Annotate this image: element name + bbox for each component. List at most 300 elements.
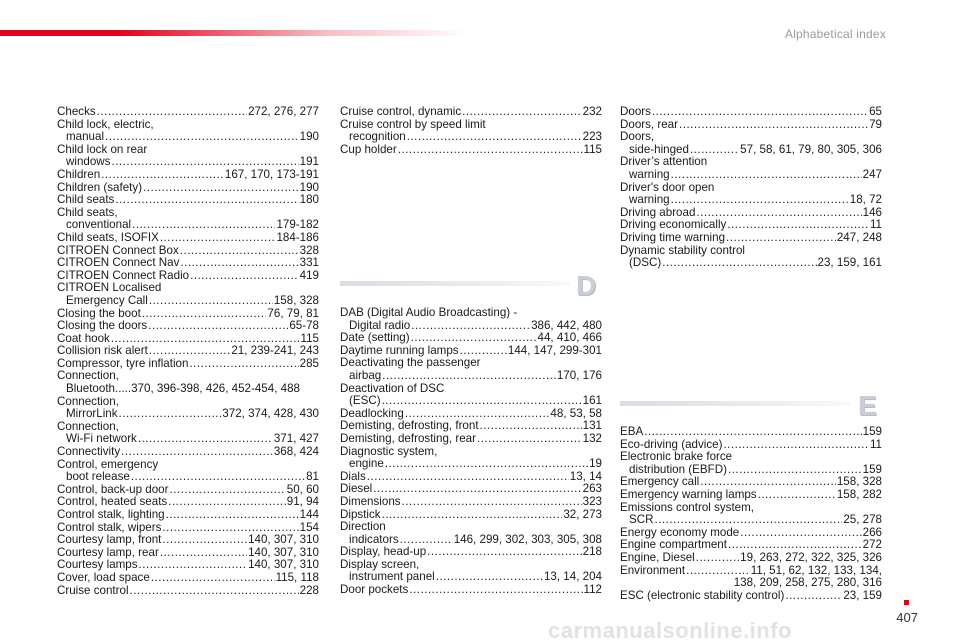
entry-term: Emergency warning lamps xyxy=(620,488,757,501)
leader-dots xyxy=(373,483,581,496)
index-entry xyxy=(340,584,602,597)
index-entry xyxy=(340,458,602,471)
entry-term: manual xyxy=(66,131,105,144)
entry-term: Doors xyxy=(620,106,651,118)
entry-term: Date (setting) xyxy=(340,332,410,345)
leader-dots xyxy=(462,106,582,119)
leader-dots xyxy=(160,232,276,245)
entry-term: Dipstick xyxy=(340,508,381,521)
entry-term: Checks xyxy=(57,106,96,118)
leader-dots xyxy=(690,144,739,157)
watermark: carmanualsonline.info xyxy=(548,618,792,643)
index-column-3-d xyxy=(620,106,882,270)
leader-dots xyxy=(700,476,836,489)
entry-term: windows xyxy=(66,156,111,169)
entry-term: instrument panel xyxy=(349,571,435,584)
entry-pages: 19 xyxy=(589,458,602,471)
index-entry xyxy=(340,509,602,522)
index-entry xyxy=(620,169,882,182)
index-entry: Emissions control system, xyxy=(620,501,755,514)
entry-pages: 23, 159 xyxy=(843,589,882,602)
entry-term: ESC (electronic stability control) xyxy=(620,589,785,602)
index-entry xyxy=(620,489,882,502)
leader-dots xyxy=(119,408,222,421)
index-entry xyxy=(340,106,602,119)
entry-term: Demisting, defrosting, front xyxy=(340,420,479,433)
entry-pages: 228 xyxy=(299,584,319,597)
entry-pages: 19, 263, 272, 322, 325, 326 xyxy=(740,551,882,564)
entry-term: Control, heated seats xyxy=(57,496,168,509)
entry-term: CITROËN Connect Nav xyxy=(57,257,180,270)
section-letter: E xyxy=(858,390,877,421)
entry-term: Control, back-up door xyxy=(57,483,169,496)
index-entry: Driver’s attention xyxy=(620,156,708,169)
entry-term: EBA xyxy=(620,426,644,438)
leader-dots xyxy=(679,119,868,132)
index-entry: Deactivating the passenger xyxy=(340,357,481,370)
leader-dots xyxy=(402,496,582,509)
index-entry xyxy=(57,232,319,245)
entry-term: Environment xyxy=(620,564,686,577)
entry-pages: 65 xyxy=(869,106,882,118)
index-entry: Control, emergency xyxy=(57,458,159,471)
entry-pages: 386, 442, 480 xyxy=(531,319,602,332)
section-divider-e xyxy=(620,390,884,421)
index-entry xyxy=(340,320,602,333)
index-entry xyxy=(620,527,882,540)
leader-dots xyxy=(671,169,862,182)
leader-dots xyxy=(728,464,862,477)
entry-pages: 190 xyxy=(299,131,319,144)
entry-pages: 65-78 xyxy=(289,320,319,333)
leader-dots xyxy=(131,471,305,484)
index-entry xyxy=(57,308,319,321)
entry-term: Courtesy lamp, rear xyxy=(57,546,159,559)
section-rule xyxy=(620,401,850,406)
leader-dots xyxy=(162,534,247,547)
index-entry: Connection, xyxy=(57,370,119,383)
index-entry xyxy=(57,433,319,446)
entry-pages: 50, 60 xyxy=(286,483,319,496)
index-entry xyxy=(340,433,602,446)
leader-dots xyxy=(477,433,582,446)
leader-dots xyxy=(728,539,862,552)
index-entry: Deactivation of DSC xyxy=(340,382,445,395)
leader-dots xyxy=(170,484,286,497)
index-entry: DAB (Digital Audio Broadcasting) - xyxy=(340,307,518,319)
entry-term: Closing the doors xyxy=(57,320,148,333)
entry-pages: 140, 307, 310 xyxy=(248,546,319,559)
index-entry xyxy=(340,131,602,144)
entry-pages: 79 xyxy=(869,118,882,131)
entry-pages: 115 xyxy=(583,143,602,156)
leader-dots xyxy=(111,333,300,346)
index-entry xyxy=(340,534,602,547)
leader-dots xyxy=(190,270,299,283)
entry-pages: 263 xyxy=(582,483,602,496)
index-entry xyxy=(620,552,882,565)
entry-pages: 272 xyxy=(862,539,882,552)
entry-term: conventional xyxy=(66,219,132,232)
entry-pages: 11 xyxy=(869,219,882,232)
entry-term: Cruise control, dynamic xyxy=(340,106,462,118)
leader-dots xyxy=(130,585,299,598)
index-entry: Diagnostic system, xyxy=(340,445,438,458)
index-entry xyxy=(620,144,882,157)
leader-dots xyxy=(480,420,582,433)
leader-dots xyxy=(758,489,836,502)
entry-term: airbag xyxy=(349,369,382,382)
entry-term: CITROËN Connect Radio xyxy=(57,269,190,282)
index-entry xyxy=(57,169,319,182)
entry-term: Courtesy lamp, front xyxy=(57,534,162,547)
index-entry xyxy=(57,446,319,459)
leader-dots xyxy=(148,320,288,333)
entry-term: Child seats xyxy=(57,194,115,207)
entry-pages: 158, 328 xyxy=(836,476,882,489)
leader-dots xyxy=(166,509,299,522)
section-rule xyxy=(340,281,570,286)
index-entry: Dynamic stability control xyxy=(620,244,745,257)
entry-term: Child seats, ISOFIX xyxy=(57,231,159,244)
entry-pages: 218 xyxy=(582,546,602,559)
entry-pages: 25, 278 xyxy=(843,514,882,527)
leader-dots xyxy=(115,194,298,207)
index-entry: Child seats, xyxy=(57,206,118,219)
entry-pages: 161 xyxy=(582,395,602,408)
index-entry xyxy=(620,119,882,132)
index-entry xyxy=(620,539,882,552)
entry-pages: 331 xyxy=(299,257,319,270)
index-entry: Bluetooth.....370, 396-398, 426, 452-454, 488 xyxy=(66,383,300,396)
entry-term: (DSC) xyxy=(629,257,662,270)
index-entry xyxy=(57,522,319,535)
entry-term: Emergency Call xyxy=(66,294,148,307)
entry-pages: 328 xyxy=(299,244,319,257)
entry-pages: 184-186 xyxy=(276,231,319,244)
leader-dots xyxy=(723,439,869,452)
entry-term: Engine compartment xyxy=(620,539,727,552)
entry-term: Dials xyxy=(340,470,366,483)
leader-dots xyxy=(367,471,569,484)
entry-pages: 180 xyxy=(299,194,319,207)
entry-pages: 140, 307, 310 xyxy=(248,534,319,547)
index-entry xyxy=(620,476,882,489)
leader-dots xyxy=(436,571,543,584)
index-entry: Connection, xyxy=(57,395,119,408)
leader-dots xyxy=(726,232,836,245)
entry-term: Deadlocking xyxy=(340,407,404,420)
index-entry xyxy=(57,194,319,207)
leader-dots xyxy=(382,395,582,408)
index-entry xyxy=(57,408,319,421)
index-entry xyxy=(57,559,319,572)
index-entry xyxy=(57,257,319,270)
leader-dots xyxy=(382,370,556,383)
entry-pages: 140, 307, 310 xyxy=(248,559,319,572)
entry-term: Energy economy mode xyxy=(620,526,740,539)
leader-dots xyxy=(696,207,861,220)
leader-dots xyxy=(409,584,582,597)
leader-dots xyxy=(662,257,816,270)
index-entry xyxy=(340,496,602,509)
leader-dots xyxy=(139,559,248,572)
index-entry xyxy=(620,464,882,477)
leader-dots xyxy=(149,295,273,308)
index-entry xyxy=(57,270,319,283)
entry-pages: 13, 14 xyxy=(569,470,602,483)
leader-dots xyxy=(149,345,230,358)
leader-dots xyxy=(382,509,563,522)
entry-pages: 144 xyxy=(299,509,319,521)
entry-term: warning xyxy=(629,168,670,181)
index-entry xyxy=(620,232,882,245)
entry-term: Courtesy lamps xyxy=(57,559,138,572)
entry-pages: 131 xyxy=(582,420,602,433)
leader-dots xyxy=(671,194,849,207)
index-entry xyxy=(340,483,602,496)
leader-dots xyxy=(411,332,537,345)
leader-dots xyxy=(398,144,583,157)
leader-dots xyxy=(686,565,750,578)
page-number: 407 xyxy=(896,610,918,625)
index-entry xyxy=(57,131,319,144)
leader-dots xyxy=(151,572,275,585)
entry-term: indicators xyxy=(349,533,399,546)
index-entry xyxy=(620,194,882,207)
index-entry xyxy=(57,471,319,484)
index-entry xyxy=(340,395,602,408)
section-letter: D xyxy=(576,270,597,301)
entry-pages: 32, 273 xyxy=(563,508,602,521)
entry-term: distribution (EBFD) xyxy=(629,463,727,476)
index-entry xyxy=(57,585,319,598)
entry-pages: 146, 299, 302, 303, 305, 308 xyxy=(453,533,602,546)
entry-pages: 191 xyxy=(299,156,319,169)
leader-dots xyxy=(727,219,869,232)
entry-term: Cruise control xyxy=(57,584,129,597)
index-entry xyxy=(57,219,319,232)
index-entry xyxy=(620,590,882,603)
entry-pages: 13, 14, 204 xyxy=(543,571,602,584)
index-entry xyxy=(620,106,882,119)
entry-term: Daytime running lamps xyxy=(340,344,459,357)
leader-dots xyxy=(160,547,247,560)
entry-term: Engine, Diesel xyxy=(620,551,695,564)
entry-pages: 76, 79, 81 xyxy=(267,307,319,320)
index-entry: Child lock on rear xyxy=(57,143,148,156)
leader-dots xyxy=(407,131,582,144)
entry-term: SCR xyxy=(629,514,654,527)
index-entry xyxy=(340,408,602,421)
entry-term: Cup holder xyxy=(340,143,397,156)
entry-term: warning xyxy=(629,194,670,207)
leader-dots xyxy=(132,219,275,232)
entry-term: Control stalk, wipers xyxy=(57,521,162,534)
entry-term: Wi-Fi network xyxy=(66,433,137,446)
index-entry xyxy=(57,572,319,585)
index-column-3-e xyxy=(620,426,882,602)
entry-pages: 112 xyxy=(583,584,602,597)
index-entry: Driver's door open xyxy=(620,181,715,194)
index-entry xyxy=(620,514,882,527)
entry-pages: 146 xyxy=(862,206,882,219)
leader-dots xyxy=(785,590,842,603)
entry-pages: 167, 170, 173-191 xyxy=(224,168,319,181)
entry-pages: 159 xyxy=(862,463,882,476)
leader-dots xyxy=(644,426,861,439)
index-column-2-d xyxy=(340,307,602,597)
entry-pages: 18, 72 xyxy=(849,194,882,207)
index-entry xyxy=(340,420,602,433)
index-entry xyxy=(620,257,882,270)
entry-term: (ESC) xyxy=(349,395,381,408)
leader-dots xyxy=(162,522,298,535)
index-entry xyxy=(57,345,319,358)
leader-dots xyxy=(385,458,588,471)
leader-dots xyxy=(180,245,299,258)
index-entry xyxy=(340,144,602,157)
entry-pages: 57, 58, 61, 79, 80, 305, 306 xyxy=(740,143,882,156)
index-entry xyxy=(620,219,882,232)
leader-dots xyxy=(97,106,247,119)
entry-term: boot release xyxy=(66,471,130,484)
leader-dots xyxy=(654,514,842,527)
leader-dots xyxy=(168,496,286,509)
entry-term: Driving economically xyxy=(620,219,727,232)
entry-pages: 372, 374, 428, 430 xyxy=(222,408,319,421)
entry-term: Dimensions xyxy=(340,495,401,508)
entry-pages: 144, 147, 299-301 xyxy=(507,344,602,357)
entry-pages: 272, 276, 277 xyxy=(248,106,319,118)
index-entry xyxy=(340,345,602,358)
leader-dots xyxy=(427,546,582,559)
index-entry: Display screen, xyxy=(340,558,420,571)
index-column-2-c xyxy=(340,106,602,156)
entry-pages: 11, 51, 62, 132, 133, 134, xyxy=(750,564,882,577)
entry-term: Children xyxy=(57,168,101,181)
entry-term: Control stalk, lighting xyxy=(57,509,165,521)
entry-pages: 170, 176 xyxy=(556,369,602,382)
entry-term: Compressor, tyre inflation xyxy=(57,357,189,370)
entry-term: Connectivity xyxy=(57,446,121,459)
leader-dots xyxy=(142,308,267,321)
entry-term: recognition xyxy=(349,131,406,144)
index-entry xyxy=(620,426,882,439)
leader-dots xyxy=(411,320,530,333)
section-divider-d xyxy=(340,270,604,301)
entry-pages: 158, 282 xyxy=(836,488,882,501)
index-entry xyxy=(340,471,602,484)
leader-dots xyxy=(180,257,298,270)
entry-term: Demisting, defrosting, rear xyxy=(340,432,476,445)
entry-pages: 159 xyxy=(862,426,882,438)
index-entry xyxy=(57,484,319,497)
leader-dots xyxy=(652,106,868,119)
entry-term: Driving time warning xyxy=(620,231,726,244)
entry-term: Closing the boot xyxy=(57,307,141,320)
index-entry xyxy=(57,106,319,119)
leader-dots xyxy=(400,534,453,547)
index-entry: 138, 209, 258, 275, 280, 316 xyxy=(733,577,882,590)
leader-dots xyxy=(111,156,298,169)
entry-term: Emergency call xyxy=(620,476,700,489)
index-entry xyxy=(620,439,882,452)
index-entry: CITROËN Localised xyxy=(57,282,162,295)
entry-term: Children (safety) xyxy=(57,181,143,194)
index-entry: Doors, xyxy=(620,131,655,144)
entry-pages: 23, 159, 161 xyxy=(817,257,882,270)
index-entry xyxy=(340,546,602,559)
index-entry xyxy=(57,295,319,308)
leader-dots xyxy=(740,527,861,540)
index-entry xyxy=(57,320,319,333)
entry-term: Diesel xyxy=(340,483,373,496)
entry-term: MirrorLink xyxy=(66,408,118,421)
entry-term: engine xyxy=(349,458,384,471)
entry-term: Driving abroad xyxy=(620,206,696,219)
entry-pages: 132 xyxy=(582,432,602,445)
entry-term: CITROËN Connect Box xyxy=(57,244,179,257)
page-corner-mark xyxy=(904,600,909,605)
header-accent-bar xyxy=(0,30,470,36)
entry-pages: 91, 94 xyxy=(286,496,319,509)
index-entry: Child lock, electric, xyxy=(57,118,154,131)
entry-pages: 419 xyxy=(299,269,319,282)
entry-term: side-hinged xyxy=(629,143,689,156)
entry-pages: 115 xyxy=(300,332,319,345)
index-entry xyxy=(340,332,602,345)
leader-dots xyxy=(696,552,739,565)
entry-pages: 81 xyxy=(306,471,319,484)
index-entry: Direction xyxy=(340,521,386,534)
leader-dots xyxy=(460,345,507,358)
leader-dots xyxy=(143,182,299,195)
entry-term: Collision risk alert xyxy=(57,345,148,358)
index-entry: Cruise control by speed limit xyxy=(340,118,486,131)
entry-pages: 190 xyxy=(299,181,319,194)
entry-pages: 247, 248 xyxy=(836,231,882,244)
entry-pages: 285 xyxy=(299,357,319,370)
index-column-1 xyxy=(57,106,319,597)
index-entry xyxy=(57,156,319,169)
entry-term: Door pockets xyxy=(340,584,409,597)
leader-dots xyxy=(121,446,273,459)
leader-dots xyxy=(105,131,299,144)
index-entry xyxy=(57,496,319,509)
index-entry xyxy=(57,358,319,371)
index-entry: Electronic brake force xyxy=(620,451,733,464)
entry-term: Eco-driving (advice) xyxy=(620,438,723,451)
index-entry xyxy=(620,207,882,220)
index-entry: Connection, xyxy=(57,420,119,433)
page-title: Alphabetical index xyxy=(784,27,886,41)
entry-pages: 323 xyxy=(582,495,602,508)
leader-dots xyxy=(405,408,550,421)
entry-term: Coat hook xyxy=(57,332,110,345)
index-entry xyxy=(340,370,602,383)
entry-pages: 115, 118 xyxy=(275,571,319,584)
entry-pages: 266 xyxy=(862,526,882,539)
index-entry xyxy=(57,547,319,560)
entry-pages: 44, 410, 466 xyxy=(537,332,602,345)
entry-pages: 48, 53, 58 xyxy=(550,407,602,420)
entry-pages: 371, 427 xyxy=(273,433,319,446)
entry-term: Doors, rear xyxy=(620,118,678,131)
index-entry xyxy=(57,245,319,258)
entry-pages: 154 xyxy=(299,521,319,534)
index-entry xyxy=(57,182,319,195)
